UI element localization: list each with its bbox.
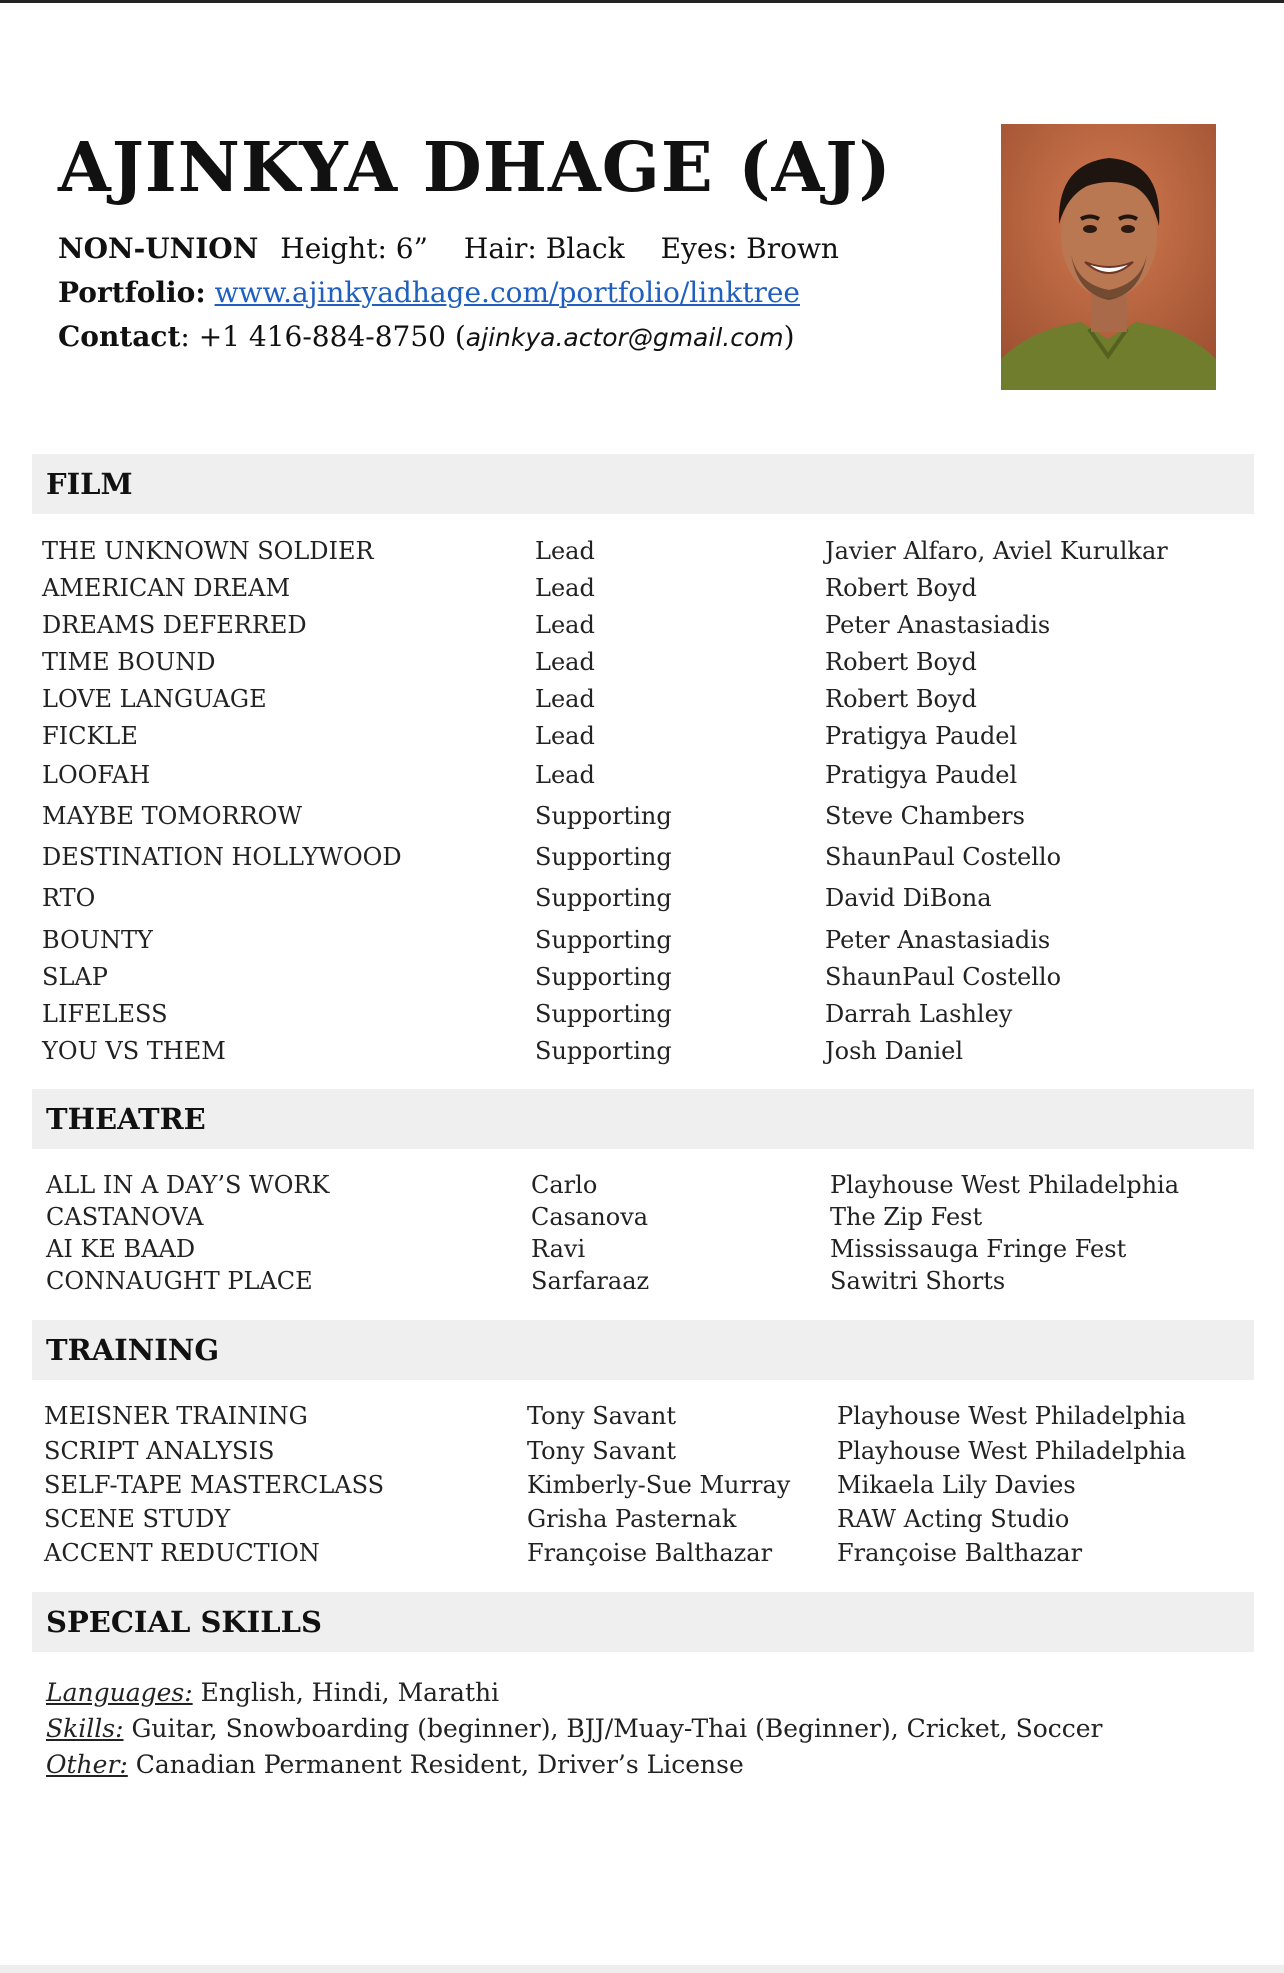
section-title: THEATRE: [46, 1102, 206, 1136]
eyes-stat: Eyes: Brown: [660, 232, 839, 265]
theatre-cell: Sarfaraaz: [531, 1267, 650, 1295]
training-row: [0, 1505, 1284, 1539]
training-row: [0, 1437, 1284, 1471]
section-title: TRAINING: [46, 1333, 220, 1367]
film-cell: Supporting: [535, 843, 672, 871]
training-cell: Mikaela Lily Davies: [837, 1471, 1076, 1499]
film-row: [0, 1037, 1284, 1071]
training-cell: Tony Savant: [527, 1402, 676, 1430]
section-training: [32, 1320, 1254, 1380]
film-cell: Robert Boyd: [825, 574, 977, 602]
training-cell: Kimberly-Sue Murray: [527, 1471, 791, 1499]
film-cell: ShaunPaul Costello: [825, 843, 1062, 871]
film-cell: LIFELESS: [42, 1000, 168, 1028]
film-cell: Supporting: [535, 884, 672, 912]
film-cell: LOVE LANGUAGE: [42, 685, 267, 713]
film-cell: Darrah Lashley: [825, 1000, 1013, 1028]
film-row: [0, 963, 1284, 997]
training-cell: Playhouse West Philadelphia: [837, 1437, 1187, 1465]
headshot-photo: [1001, 124, 1216, 390]
other-label: Other:: [46, 1750, 128, 1779]
theatre-cell: The Zip Fest: [830, 1203, 983, 1231]
theatre-cell: AI KE BAAD: [46, 1235, 196, 1263]
theatre-cell: ALL IN A DAY’S WORK: [46, 1171, 330, 1199]
film-cell: Steve Chambers: [825, 802, 1025, 830]
film-row: [0, 537, 1284, 571]
languages-label: Languages:: [46, 1678, 193, 1707]
film-row: [0, 843, 1284, 877]
film-cell: Pratigya Paudel: [825, 761, 1018, 789]
theatre-cell: Sawitri Shorts: [830, 1267, 1006, 1295]
training-cell: ACCENT REDUCTION: [44, 1539, 320, 1567]
film-cell: THE UNKNOWN SOLDIER: [42, 537, 374, 565]
section-title: FILM: [46, 467, 133, 501]
section-special-skills: [32, 1592, 1254, 1652]
contact-line: [58, 320, 795, 353]
top-border: [0, 0, 1284, 3]
film-cell: LOOFAH: [42, 761, 151, 789]
training-cell: Tony Savant: [527, 1437, 676, 1465]
skills-label: Skills:: [46, 1714, 124, 1743]
skills-languages: [46, 1678, 499, 1707]
film-row: [0, 685, 1284, 719]
training-cell: Françoise Balthazar: [837, 1539, 1083, 1567]
film-cell: Lead: [535, 761, 595, 789]
theatre-row: [0, 1267, 1284, 1301]
training-cell: RAW Acting Studio: [837, 1505, 1070, 1533]
film-cell: David DiBona: [825, 884, 992, 912]
languages-value: English, Hindi, Marathi: [192, 1678, 500, 1707]
theatre-row: [0, 1203, 1284, 1237]
contact-phone: : +1 416-884-8750 (: [180, 320, 466, 353]
training-row: [0, 1471, 1284, 1505]
film-row: [0, 648, 1284, 682]
film-row: [0, 802, 1284, 836]
film-cell: Lead: [535, 574, 595, 602]
training-cell: Grisha Pasternak: [527, 1505, 737, 1533]
film-cell: ShaunPaul Costello: [825, 963, 1062, 991]
film-row: [0, 574, 1284, 608]
theatre-row: [0, 1235, 1284, 1269]
film-cell: Lead: [535, 685, 595, 713]
film-cell: BOUNTY: [42, 926, 153, 954]
hair-stat: Hair: Black: [463, 232, 625, 265]
film-cell: DESTINATION HOLLYWOOD: [42, 843, 402, 871]
bottom-border: [0, 1965, 1284, 1973]
film-cell: Peter Anastasiadis: [825, 926, 1051, 954]
film-cell: Supporting: [535, 963, 672, 991]
training-cell: MEISNER TRAINING: [44, 1402, 308, 1430]
film-cell: FICKLE: [42, 722, 138, 750]
film-cell: Robert Boyd: [825, 648, 977, 676]
film-cell: Robert Boyd: [825, 685, 977, 713]
section-theatre: [32, 1089, 1254, 1149]
film-cell: Lead: [535, 611, 595, 639]
film-cell: Pratigya Paudel: [825, 722, 1018, 750]
theatre-row: [0, 1171, 1284, 1205]
training-cell: Playhouse West Philadelphia: [837, 1402, 1187, 1430]
film-row: [0, 761, 1284, 795]
theatre-cell: Casanova: [531, 1203, 649, 1231]
skills-other: [46, 1750, 744, 1779]
theatre-cell: Playhouse West Philadelphia: [830, 1171, 1180, 1199]
union-status: NON-UNION: [58, 232, 259, 265]
section-title: SPECIAL SKILLS: [46, 1605, 322, 1639]
film-cell: Supporting: [535, 926, 672, 954]
film-cell: Lead: [535, 722, 595, 750]
film-cell: AMERICAN DREAM: [42, 574, 291, 602]
theatre-cell: CONNAUGHT PLACE: [46, 1267, 313, 1295]
film-row: [0, 722, 1284, 756]
film-cell: TIME BOUND: [42, 648, 216, 676]
film-cell: Supporting: [535, 802, 672, 830]
training-cell: SELF-TAPE MASTERCLASS: [44, 1471, 385, 1499]
film-cell: Supporting: [535, 1000, 672, 1028]
training-cell: Françoise Balthazar: [527, 1539, 773, 1567]
film-cell: MAYBE TOMORROW: [42, 802, 302, 830]
film-cell: RTO: [42, 884, 96, 912]
training-cell: SCENE STUDY: [44, 1505, 231, 1533]
film-cell: Peter Anastasiadis: [825, 611, 1051, 639]
film-cell: SLAP: [42, 963, 108, 991]
stats-line: [58, 232, 839, 265]
contact-close: ): [783, 320, 795, 353]
portfolio-label: Portfolio:: [58, 276, 206, 309]
film-cell: YOU VS THEM: [42, 1037, 226, 1065]
training-row: [0, 1539, 1284, 1573]
contact-label: Contact: [58, 320, 181, 353]
portfolio-link[interactable]: www.ajinkyadhage.com/portfolio/linktree: [214, 276, 800, 309]
film-row: [0, 884, 1284, 918]
theatre-cell: CASTANOVA: [46, 1203, 204, 1231]
section-film: [32, 454, 1254, 514]
theatre-cell: Ravi: [531, 1235, 586, 1263]
film-cell: Supporting: [535, 1037, 672, 1065]
film-cell: Javier Alfaro, Aviel Kurulkar: [825, 537, 1168, 565]
actor-name: AJINKYA DHAGE (AJ): [58, 128, 892, 208]
film-row: [0, 1000, 1284, 1034]
height-stat: Height: 6”: [280, 232, 428, 265]
film-cell: DREAMS DEFERRED: [42, 611, 307, 639]
film-cell: Josh Daniel: [825, 1037, 964, 1065]
training-row: [0, 1402, 1284, 1436]
training-cell: SCRIPT ANALYSIS: [44, 1437, 275, 1465]
film-cell: Lead: [535, 537, 595, 565]
contact-email[interactable]: ajinkya.actor@gmail.com: [465, 323, 784, 352]
theatre-cell: Mississauga Fringe Fest: [830, 1235, 1127, 1263]
portfolio-line: [58, 276, 800, 309]
other-value: Canadian Permanent Resident, Driver’s License: [127, 1750, 744, 1779]
film-cell: Lead: [535, 648, 595, 676]
skills-value: Guitar, Snowboarding (beginner), BJJ/Muay-Thai (Beginner), Cricket, Soccer: [123, 1714, 1103, 1743]
skills-skills: [46, 1714, 1103, 1743]
theatre-cell: Carlo: [531, 1171, 598, 1199]
film-row: [0, 611, 1284, 645]
film-row: [0, 926, 1284, 960]
